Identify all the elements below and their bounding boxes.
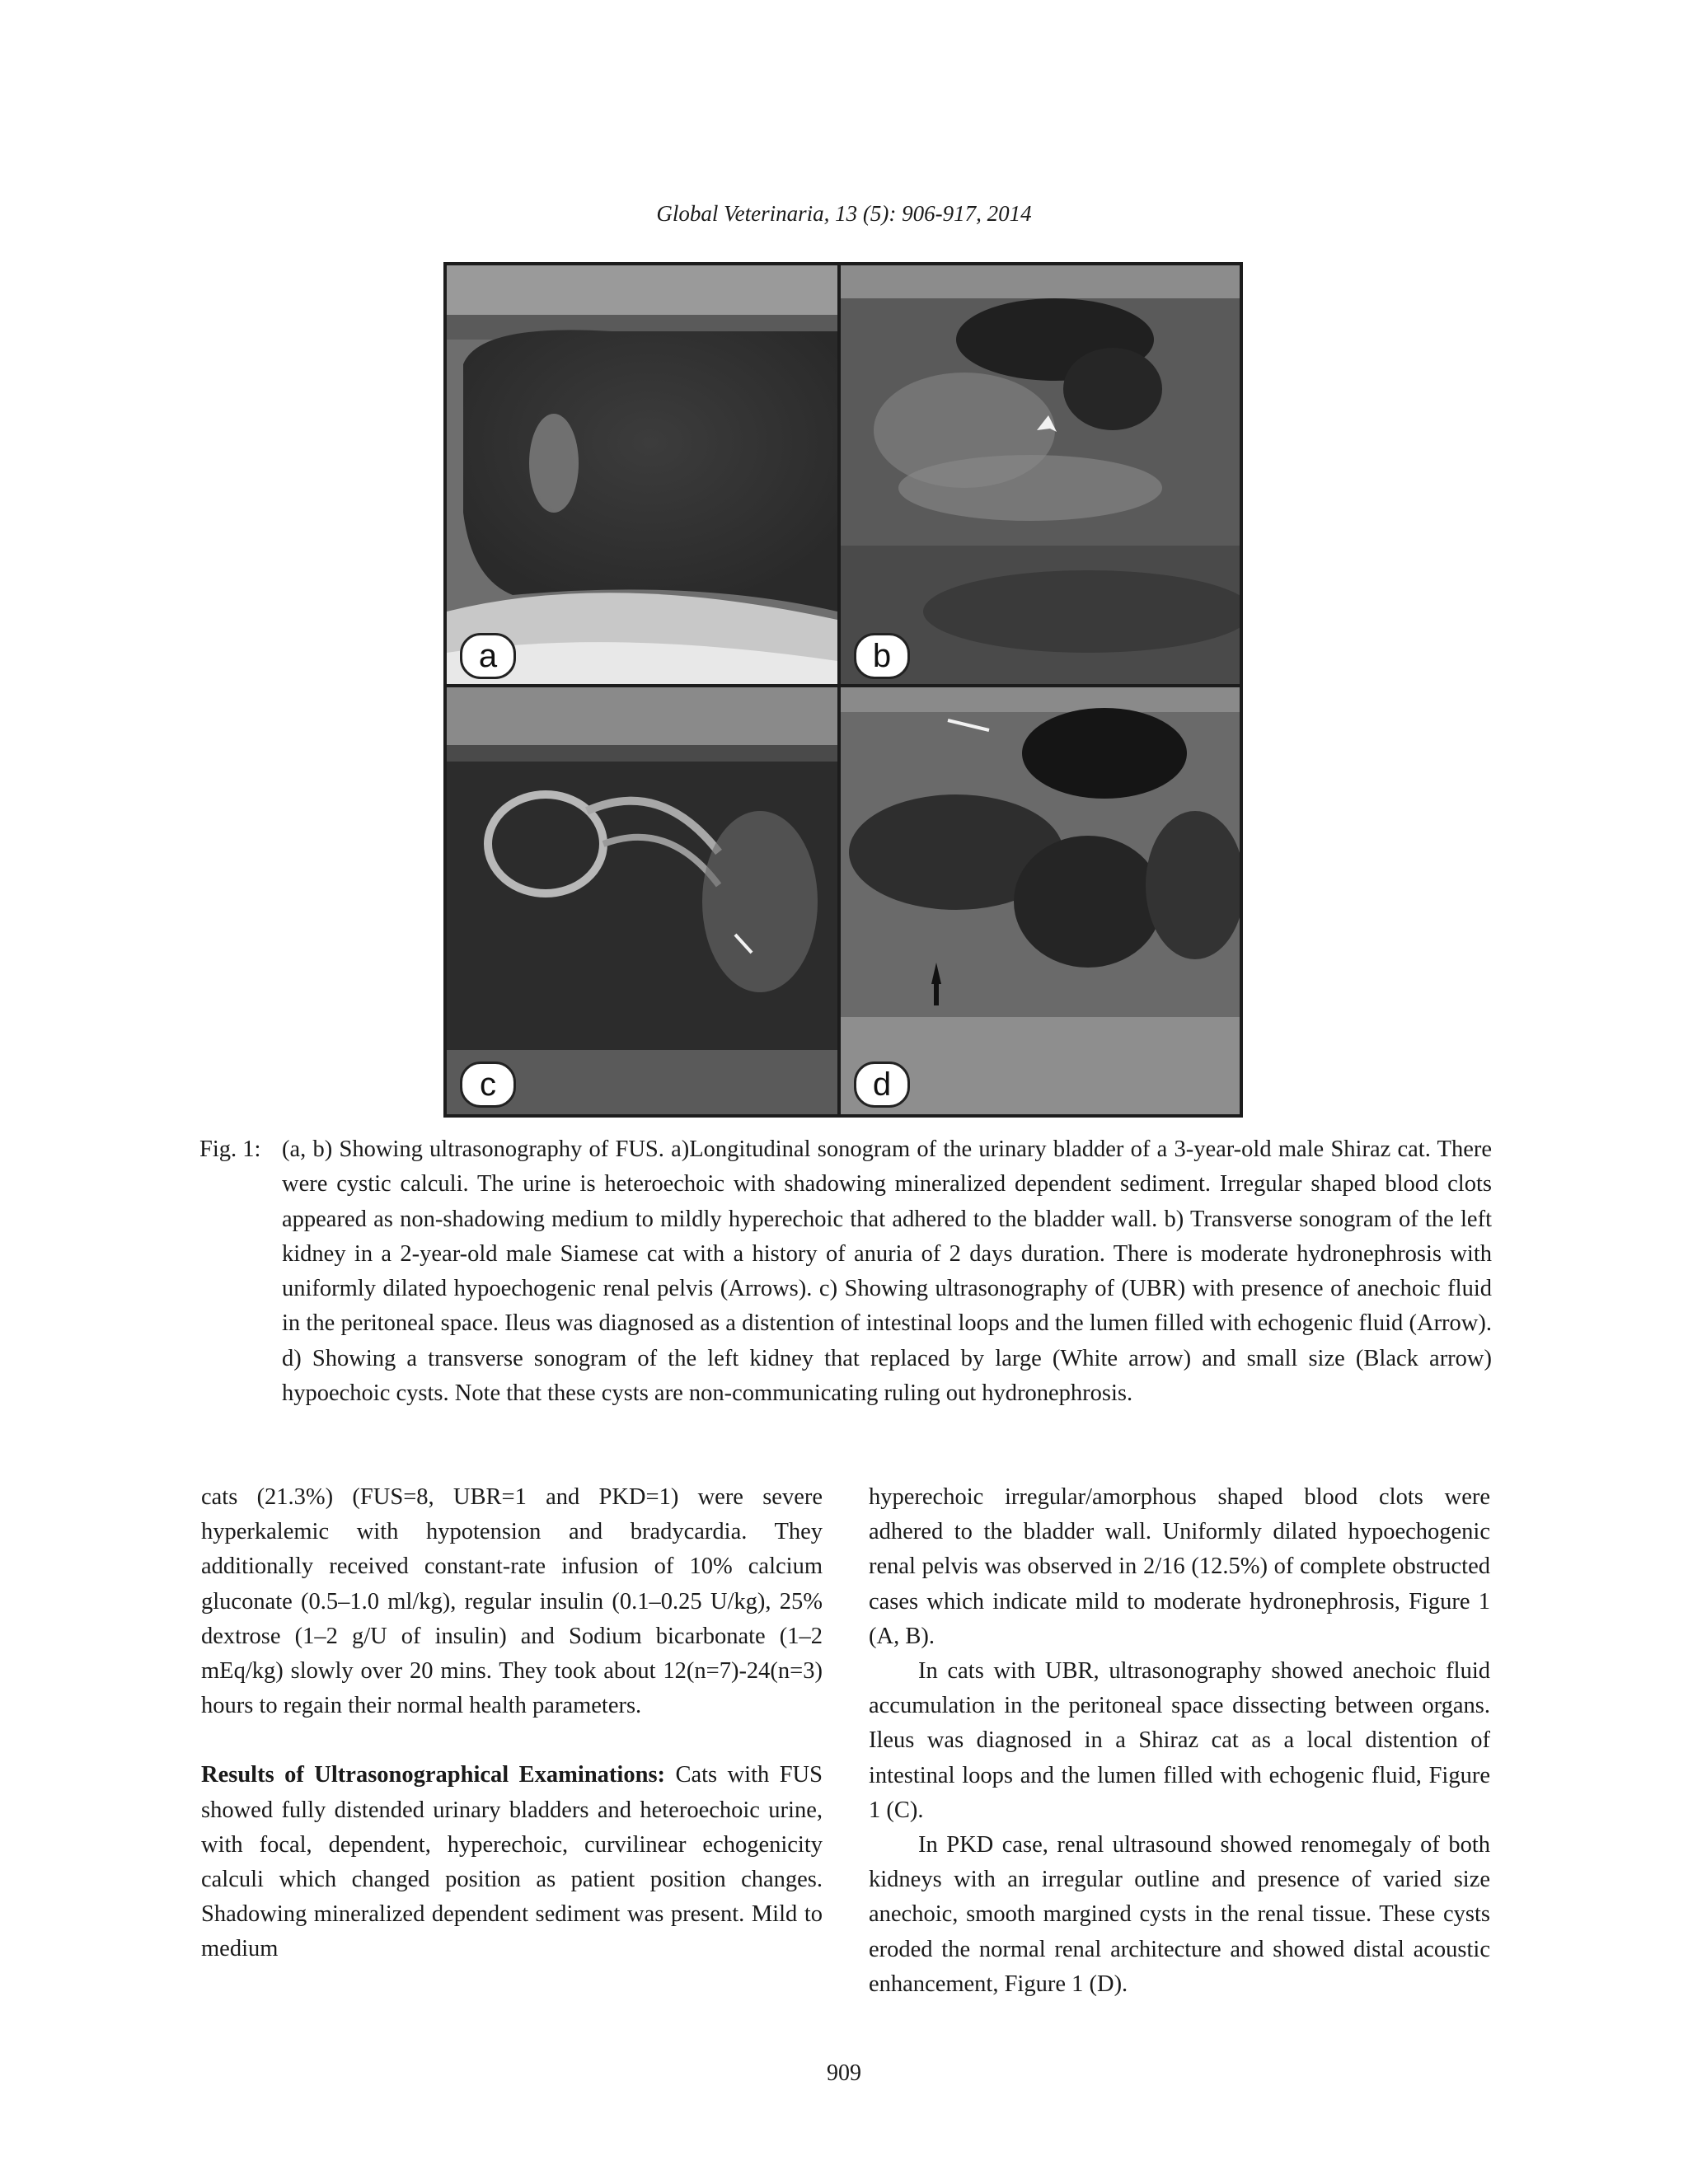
page-number: 909 <box>827 2060 861 2086</box>
left-paragraph-1: cats (21.3%) (FUS=8, UBR=1 and PKD=1) were severe hyperkalemic with hypotension and bradycardia. They additionally received constant-rate infusion of 10% calcium gluconate (0.5–1.0 ml/kg), regular insulin (0.1–0.25 U/kg), 25% dextrose (1–2 g/U of insulin) and Sodium bicarbonate (1–2 mEq/kg) slowly over 20 mins. They took about 12(n=7)-24(n=3) hours to regain their normal health parameters. <box>201 1484 823 1719</box>
left-column <box>201 1480 823 1967</box>
panel-b-ultrasound-image <box>841 265 1240 684</box>
results-heading: Results of Ultrasonographical Examinations: <box>201 1762 666 1788</box>
panel-label-b: b <box>854 633 910 679</box>
results-text: Cats with FUS showed fully distended urinary bladders and heteroechoic urine, with focal, dependent, hyperechoic, curvilinear echogenicity calculi which changed position as patient position changes. Shadowing mineralized dependent sediment was present. Mild to medium <box>201 1762 823 1962</box>
figure-1 <box>443 262 1243 1118</box>
right-paragraph-1: hyperechoic irregular/amorphous shaped blood clots were adhered to the bladder wall. Uniformly dilated hypoechogenic renal pelvis was observed in 2/16 (12.5%) of complete obstructed cases which indicate mild to moderate hydronephrosis, Figure 1 (A, B). <box>869 1484 1490 1649</box>
journal-header: Global Veterinaria, 13 (5): 906-917, 2014 <box>656 201 1032 226</box>
figure-caption <box>199 1132 1492 1411</box>
right-column <box>869 1480 1490 2002</box>
panel-label-d: d <box>854 1062 910 1108</box>
right-paragraph-2: In cats with UBR, ultrasonography showed anechoic fluid accumulation in the peritoneal space dissecting between organs. Ileus was diagnosed in a Shiraz cat as a local distention of intestinal loops and the lumen filled with echogenic fluid, Figure 1 (C). <box>869 1658 1490 1823</box>
panel-label-c: c <box>460 1062 516 1108</box>
left-paragraph-2 <box>201 1758 823 1966</box>
caption-text: (a, b) Showing ultrasonography of FUS. a)Longitudinal sonogram of the urinary bladder of a 3-year-old male Shiraz cat. There were cystic calculi. The urine is heteroechoic with shadowing mineralized dependent sediment. Irregular shaped blood clots appeared as non-shadowing medium to mildly hyperechoic that adhered to the bladder wall. b) Transverse sonogram of the left kidney in a 2-year-old male Siamese cat with a history of anuria of 2 days duration. There is moderate hydronephrosis with uniformly dilated hypoechogenic renal pelvis (Arrows). c) Showing ultrasonography of (UBR) with presence of anechoic fluid in the peritoneal space. Ileus was diagnosed as a distention of intestinal loops and the lumen filled with echogenic fluid (Arrow). d) Showing a transverse sonogram of the left kidney that replaced by large (White arrow) and small size (Black arrow) hypoechoic cysts. Note that these cysts are non-communicating ruling out hydronephrosis. <box>282 1137 1492 1407</box>
panel-a-ultrasound-image <box>447 265 837 684</box>
panel-c-ultrasound-image <box>447 687 837 1114</box>
caption-label: Fig. 1: <box>199 1137 261 1162</box>
panel-d-ultrasound-image <box>841 687 1240 1114</box>
panel-label-a: a <box>460 633 516 679</box>
right-paragraph-3: In PKD case, renal ultrasound showed renomegaly of both kidneys with an irregular outline and presence of varied size anechoic, smooth margined cysts in the renal tissue. These cysts eroded the normal renal architecture and showed distal acoustic enhancement, Figure 1 (D). <box>869 1832 1490 1997</box>
